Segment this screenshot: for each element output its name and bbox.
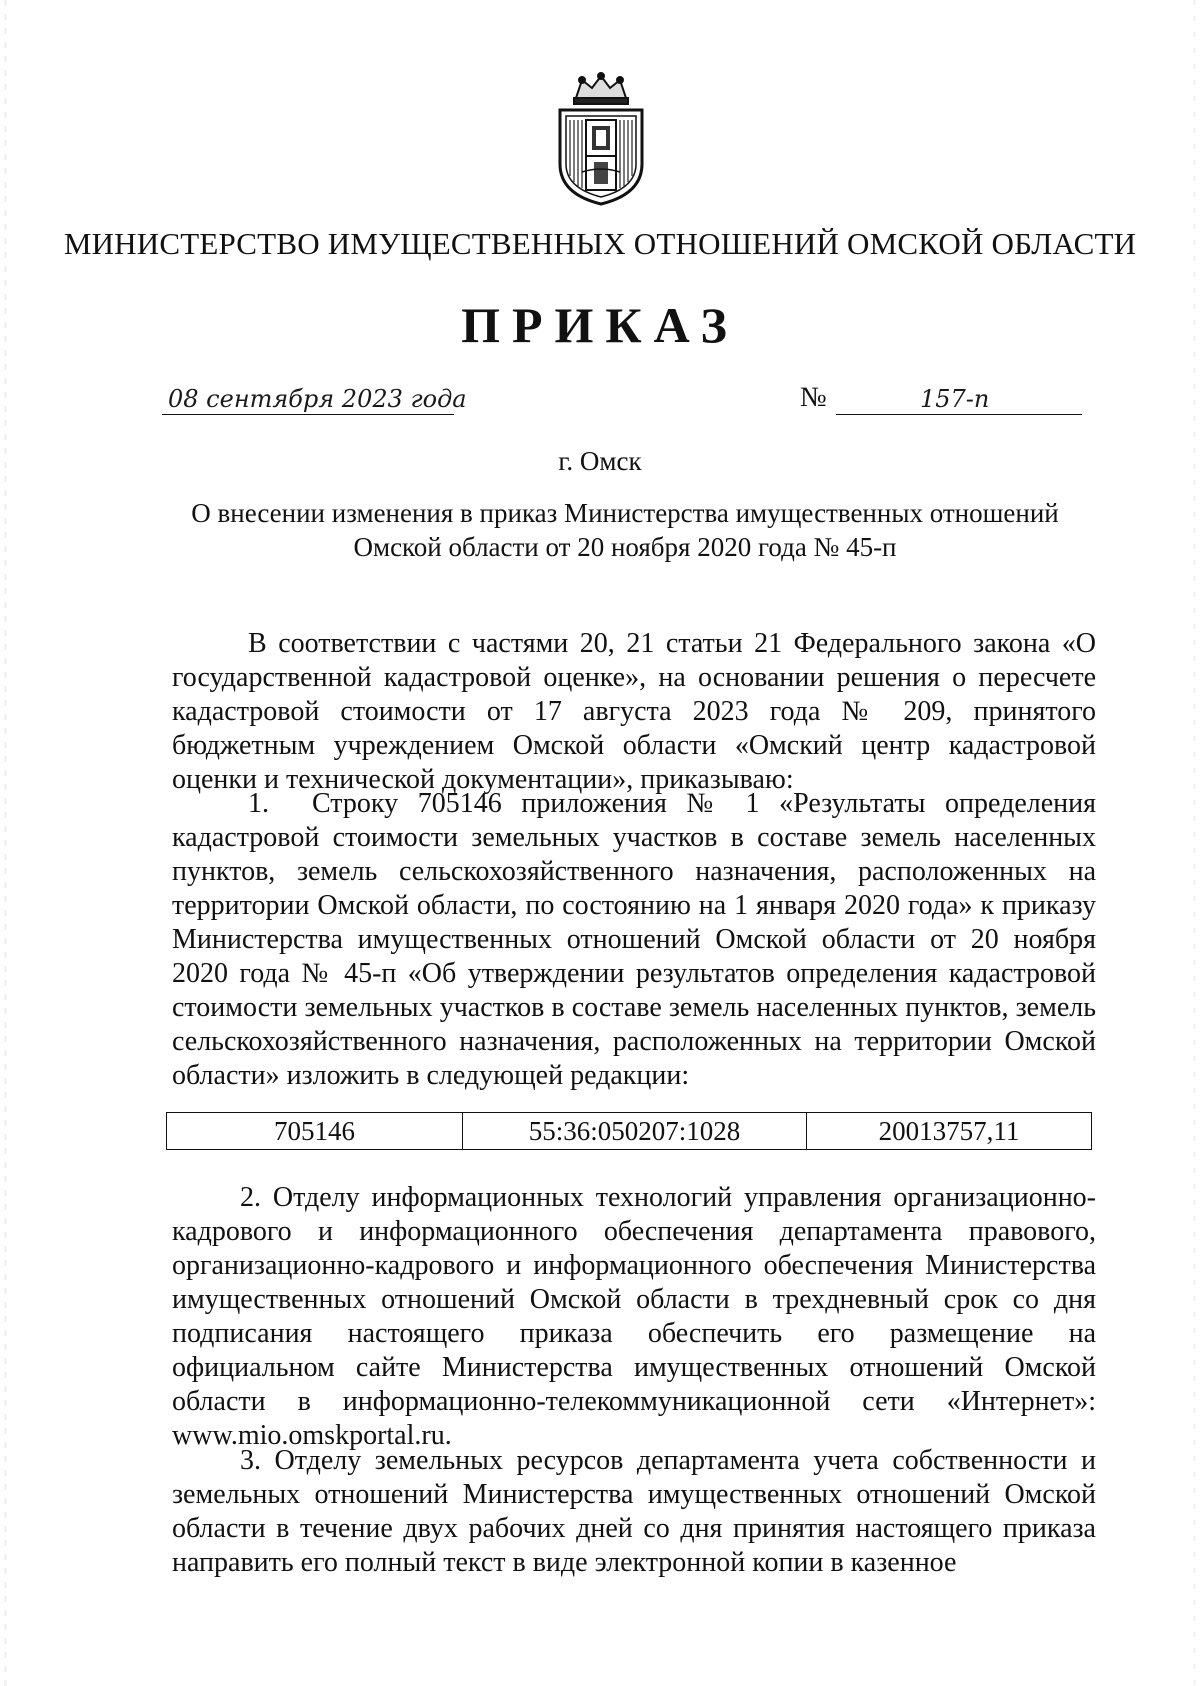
number-field — [836, 380, 1082, 415]
subject-line: Омской области от 20 ноября 2020 года № 45-п — [353, 532, 897, 562]
clause-2-paragraph: 2. Отделу информационных технологий управления организационно-кадрового и информационного обеспечения департамента правового, организационно-кадрового и информационного обеспечения Министерства имущественных отношений Омской области в трехдневный срок со дня подписания настоящего приказа обеспечить его размещение на официальном сайте Министерства имущественных отношений Омской области в информационно-телекоммуникационной сети «Интернет»: www.mio.omskportal.ru. — [172, 1182, 1096, 1451]
clause-3-paragraph: 3. Отделу земельных ресурсов департамента учета собственности и земельных отношений Министерства имущественных отношений Омской области в течение двух рабочих дней со дня принятия настоящего приказа направить его полный текст в виде электронной копии в казенное — [172, 1445, 1096, 1578]
table-cell-row-number: 705146 — [167, 1113, 463, 1149]
city: г. Омск — [558, 446, 642, 476]
date-field — [162, 380, 467, 415]
table-cell-cadastral-value: 20013757,11 — [878, 1116, 1020, 1146]
handwritten-date: 08 сентября 2023 года — [168, 385, 467, 413]
document-type-title: ПРИКАЗ — [461, 297, 739, 353]
ministry-name: МИНИСТЕРСТВО ИМУЩЕСТВЕННЫХ ОТНОШЕНИЙ ОМСКОЙ ОБЛАСТИ — [63, 226, 1137, 261]
cadastral-table-row — [166, 1112, 1092, 1150]
clause-1-text: Строку 705146 приложения № 1 «Результаты определения кадастровой стоимости земельных участков в составе земель населенных пунктов, земель сельскохозяйственного назначения, расположенных на территории Омской области, по состоянию на 1 января 2020 года» к приказу Министерства имущественных отношений Омской области от 20 ноября 2020 года № 45-п «Об утверждении результатов определения кадастровой стоимости земельных участков в составе земель населенных пунктов, земель сельскохозяйственного назначения, расположенных на территории Омской области» изложить в следующей редакции: — [172, 788, 1096, 1091]
subject-line: О внесении изменения в приказ Министерства имущественных отношений — [191, 498, 1059, 528]
clause-number: 1. — [248, 788, 269, 819]
preamble-paragraph: В соответствии с частями 20, 21 статьи 21 Федерального закона «О государственной кадастровой оценке», на основании решения о пересчете кадастровой стоимости от 17 августа 2023 года № 209, принятого бюджетным учреждением Омской области «Омский центр кадастровой оценки и технической документации», приказываю: — [172, 628, 1096, 795]
number-label: № — [800, 382, 827, 413]
table-cell-cadastral-number: 55:36:050207:1028 — [463, 1113, 807, 1149]
clause-1-paragraph — [172, 787, 1096, 1093]
order-subject — [150, 496, 1100, 564]
coat-of-arms-emblem — [546, 72, 656, 208]
handwritten-number: 157-п — [920, 385, 990, 413]
